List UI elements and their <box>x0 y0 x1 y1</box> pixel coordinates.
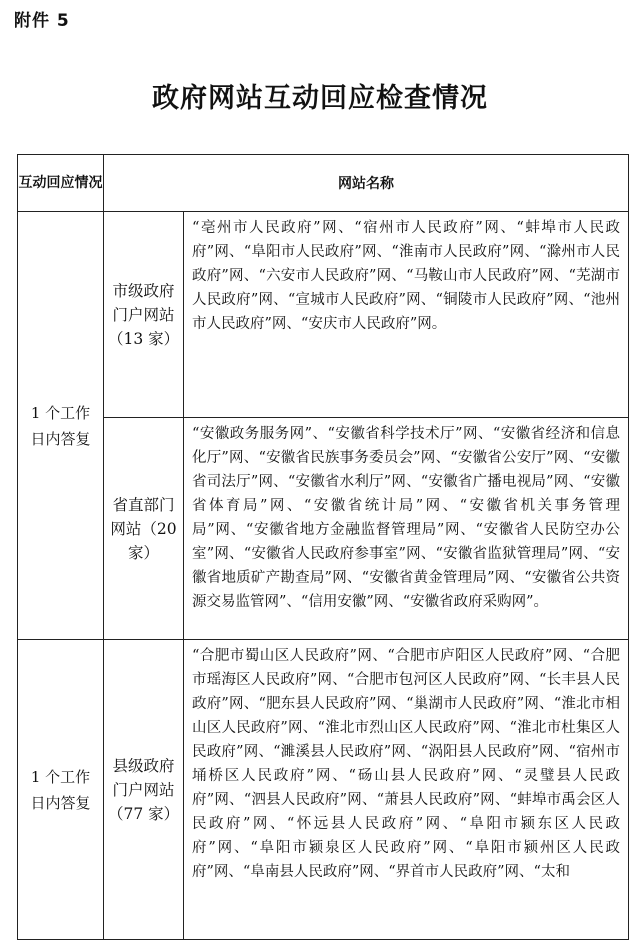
table-header-row <box>18 155 629 212</box>
level-cell: 省直部门网站（20 家） <box>104 418 184 640</box>
table-row <box>18 640 629 940</box>
level-cell: 市级政府门户网站（13 家） <box>104 212 184 418</box>
response-cell: 1 个工作日内答复 <box>18 212 104 640</box>
inspection-table <box>17 154 629 940</box>
attachment-label: 附件 5 <box>14 11 70 31</box>
table-row <box>18 418 629 640</box>
response-cell: 1 个工作日内答复 <box>18 640 104 940</box>
site-list-cell: “亳州市人民政府”网、“宿州市人民政府”网、“蚌埠市人民政府”网、“阜阳市人民政府”网、“淮南市人民政府”网、“滁州市人民政府”网、“六安市人民政府”网、“马鞍山市人民政府”网、“芜湖市人民政府”网、“宣城市人民政府”网、“铜陵市人民政府”网、“池州市人民政府”网、“安庆市人民政府”网。 <box>184 212 629 418</box>
header-response: 互动回应情况 <box>18 155 104 212</box>
page-title: 政府网站互动回应检查情况 <box>152 83 488 114</box>
site-list-cell: “安徽政务服务网”、“安徽省科学技术厅”网、“安徽省经济和信息化厅”网、“安徽省民族事务委员会”网、“安徽省公安厅”网、“安徽省司法厅”网、“安徽省水利厅”网、“安徽省广播电视局”网、“安徽省体育局”网、“安徽省统计局”网、“安徽省机关事务管理局”网、“安徽省地方金融监督管理局”网、“安徽省人民防空办公室”网、“安徽省人民政府参事室”网、“安徽省监狱管理局”网、“安徽省地质矿产勘查局”网、“安徽省黄金管理局”网、“安徽省公共资源交易监管网”、“信用安徽”网、“安徽省政府采购网”。 <box>184 418 629 640</box>
site-list-cell: “合肥市蜀山区人民政府”网、“合肥市庐阳区人民政府”网、“合肥市瑶海区人民政府”网、“合肥市包河区人民政府”网、“长丰县人民政府”网、“肥东县人民政府”网、“巢湖市人民政府”网、“淮北市相山区人民政府”网、“淮北市烈山区人民政府”网、“淮北市杜集区人民政府”网、“濉溪县人民政府”网、“涡阳县人民政府”网、“宿州市埇桥区人民政府”网、“砀山县人民政府”网、“灵璧县人民政府”网、“泗县人民政府”网、“萧县人民政府”网、“蚌埠市禹会区人民政府”网、“怀远县人民政府”网、“阜阳市颍东区人民政府”网、“阜阳市颍泉区人民政府”网、“阜阳市颍州区人民政府”网、“阜南县人民政府”网、“界首市人民政府”网、“太和 <box>184 640 629 940</box>
table-row <box>18 212 629 418</box>
header-site-name: 网站名称 <box>104 155 629 212</box>
level-cell: 县级政府门户网站（77 家） <box>104 640 184 940</box>
